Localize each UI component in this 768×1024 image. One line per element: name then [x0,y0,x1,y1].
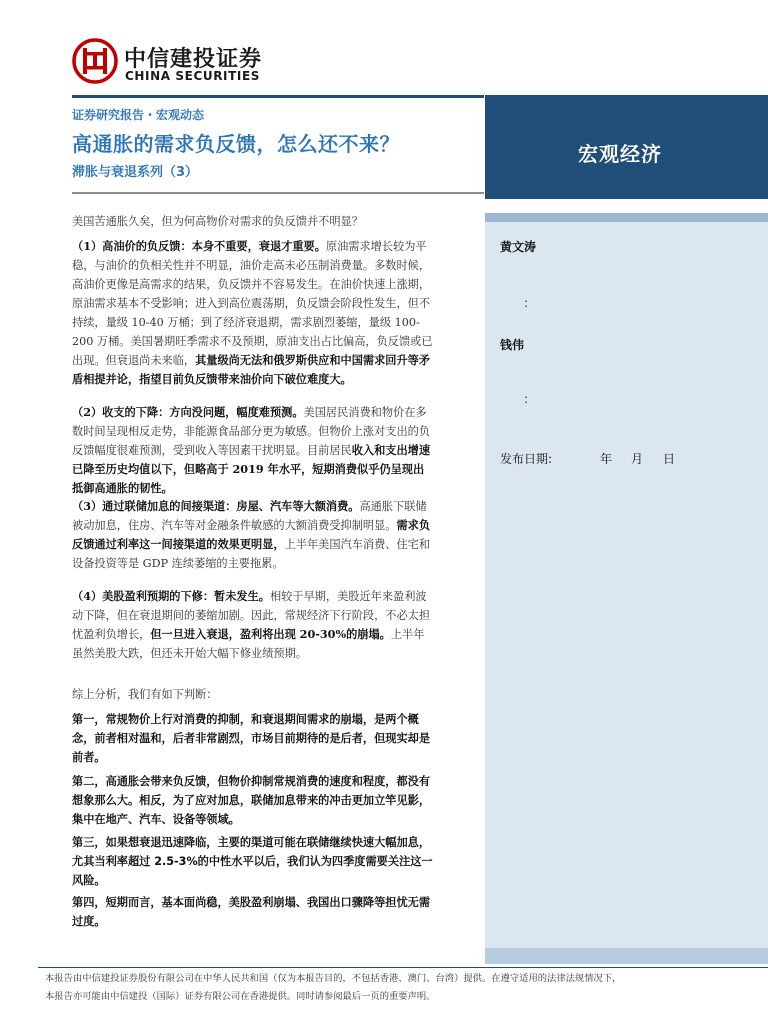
report-subtitle: 滞胀与衰退系列（3） [72,165,199,180]
paragraph-text: 原油需求增长较为平稳，与油价的负相关性并不明显，油价走高未必压制消费量。多数时候，高油价更像是高需求的结果，负反馈并不容易发生。在油价快速上涨期，原油需求基本不受影响；进入到高位震荡期，负反馈会阶段性发生，但不持续，量级 10-40 万桶；到了经济衰退期，需求剧烈萎缩，量级 100-200 万桶。美国暑期旺季需求不及预期，原油支出占比偏高，负反馈或已出现。但衰退尚未来临， [72,240,433,367]
summary-intro: 综上分析，我们有如下判断： [72,688,218,701]
paragraph-text: 高通胀下联储被动加息，住房、汽车等对金融条件敏感的大额消费受抑制明显。 [72,500,427,532]
report-category: 证券研究报告・宏观动态 [72,108,205,122]
paragraph-text: 上半年虽然美股大跌，但还未开始大幅下修业绩预期。 [72,628,425,660]
paragraph-highlight: 需求负反馈通过利率这一间接渠道的效果更明显， [72,518,431,551]
paragraph-spending [72,403,434,498]
publish-date-label: 发布日期: [500,452,553,466]
paragraph-oil [72,237,434,389]
paragraph-earnings [72,587,434,663]
conclusion-1: 第一，常规物价上行对消费的抑制，和衰退期间需求的崩塌，是两个概念，前者相对温和，后者非常剧烈，市场目前期待的是后者，但现实却是前者。 [72,713,431,764]
brand-name-en: CHINA SECURITIES [125,69,261,83]
footer-divider [38,967,768,968]
disclaimer-line-2: 本报告亦可能由中信建投（国际）证券有限公司在香港提供。同时请参阅最后一页的重要声明。 [45,991,436,1002]
paragraph-highlight: 但一旦进入衰退，盈利将出现 20-30%的崩塌。 [150,627,391,641]
disclaimer-line-1: 本报告由中信建投证券股份有限公司在中华人民共和国（仅为本报告目的，不包括香港、澳门、台湾）提供。在遵守适用的法律法规情况下， [45,973,622,984]
conclusion-3: 第三，如果想衰退迅速降临，主要的渠道可能在联储继续快速大幅加息，尤其当利率超过 2.5-3%的中性水平以后，我们认为四季度需要关注这一风险。 [72,836,433,887]
header-rule [72,95,484,98]
citic-logo-icon [72,38,118,84]
paragraph-heading: （1）高油价的负反馈：本身不重要，衰退才重要。 [72,239,326,253]
paragraph-text: 上半年美国汽车消费、住宅和设备投资等是 GDP 连续萎缩的主要拖累。 [72,538,431,570]
sidebar-bottom-stripe [485,948,768,964]
conclusion-2: 第二，高通胀会带来负反馈，但物价抑制常规消费的速度和程度，都没有想象那么大。相反，为了应对加息，联储加息带来的冲击更加立竿见影，集中在地产、汽车、设备等领域。 [72,775,431,826]
year-label: 年 [600,452,613,466]
paragraph-heading: （2）收支的下降：方向没问题，幅度难预测。 [72,405,304,419]
sidebar-panel [485,222,768,964]
conclusion-4: 第四，短期而言，基本面尚稳，美股盈利崩塌、我国出口骤降等担忧无需过度。 [72,896,431,928]
brand-name-cn: 中信建投证券 [124,47,263,72]
analyst-name: 钱伟 [500,338,525,352]
paragraph-text: 相较于早期，美股近年来盈利波动下降，但在衰退期间的萎缩加剧。因此，常规经济下行阶段，不必太担忧盈利负增长， [72,590,431,641]
day-label: 日 [663,452,676,466]
intro-paragraph: 美国苦通胀久矣，但为何高物价对需求的负反馈并不明显？ [72,215,363,228]
paragraph-heading: （4）美股盈利预期的下修：暂未发生。 [72,589,270,603]
company-logo [72,38,272,88]
publish-date [500,450,676,520]
section-title: 宏观经济 [578,142,662,166]
month-label: 月 [631,452,644,466]
report-title: 高通胀的需求负反馈，怎么还不来？ [72,132,400,156]
title-divider [72,192,484,194]
paragraph-highlight: 其量级尚无法和俄罗斯供应和中国需求回升等矛盾相提并论，指望目前负反馈带来油价向下破位难度大。 [72,353,431,386]
analyst-contact: : [524,296,529,310]
paragraph-heading: （3）通过联储加息的间接渠道：房屋、汽车等大额消费。 [72,499,360,513]
analyst-contact: : [524,392,529,406]
paragraph-highlight: 收入和支出增速已降至历史均值以下，但略高于 2019 年水平，短期消费似乎仍呈现出抵御高通胀的韧性。 [72,443,431,495]
analyst-name: 黄文涛 [500,240,537,254]
paragraph-fed [72,497,434,573]
paragraph-text: 美国居民消费和物价在多数时间呈现相反走势，非能源食品部分更为敏感。但物价上涨对支出的负反馈幅度很难预测，受到收入等因素干扰明显。目前居民 [72,406,431,457]
sidebar-stripe [485,213,768,222]
